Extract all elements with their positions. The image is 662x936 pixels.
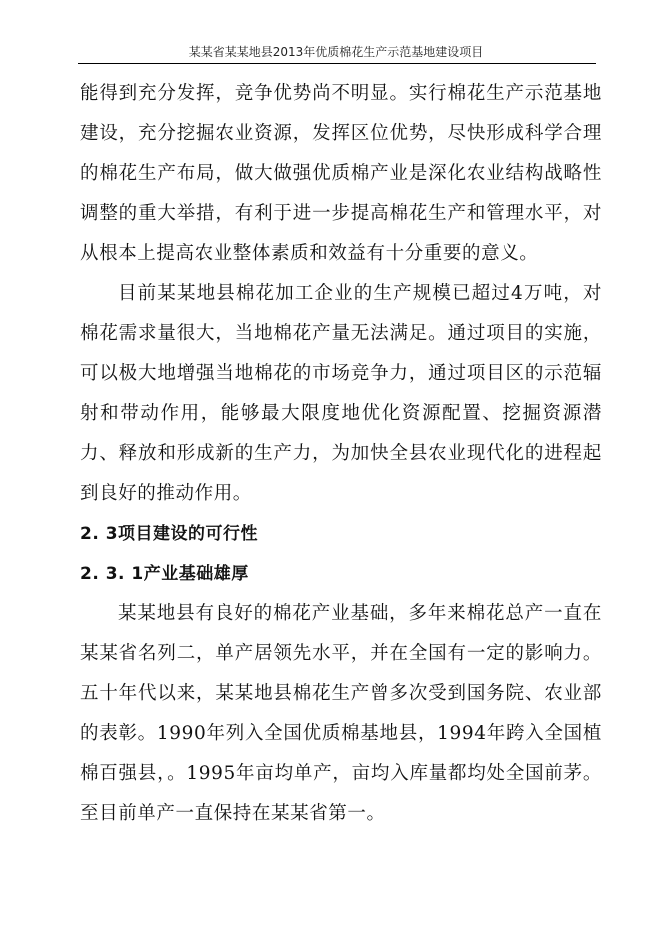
document-body bbox=[80, 74, 602, 834]
body-paragraph: 某某地县有良好的棉花产业基础，多年来棉花总产一直在某某省名列二，单产居领先水平，并在全国有一定的影响力。五十年代以来，某某地县棉花生产曾多次受到国务院、农业部的表彰。1990年列入全国优质棉基地县，1994年跨入全国植棉百强县，。1995年亩均单产，亩均入库量都均处全国前茅。至目前单产一直保持在某某省第一。 bbox=[80, 603, 602, 824]
body-paragraph: 能得到充分发挥，竞争优势尚不明显。实行棉花生产示范基地建设，充分挖掘农业资源，发挥区位优势，尽快形成科学合理的棉花生产布局，做大做强优质棉产业是深化农业结构战略性调整的重大举措，有利于进一步提高棉花生产和管理水平，对从根本上提高农业整体素质和效益有十分重要的意义。 bbox=[80, 83, 602, 264]
header-rule bbox=[78, 63, 596, 64]
body-paragraph: 目前某某地县棉花加工企业的生产规模已超过4万吨，对棉花需求量很大，当地棉花产量无法满足。通过项目的实施，可以极大地增强当地棉花的市场竞争力，通过项目区的示范辐射和带动作用，能够最大限度地优化资源配置、挖掘资源潜力、释放和形成新的生产力，为加快全县农业现代化的进程起到良好的推动作用。 bbox=[80, 283, 602, 504]
running-header: 某某省某某地县2013年优质棉花生产示范基地建设项目 bbox=[188, 45, 484, 59]
subsection-heading: 2. 3. 1产业基础雄厚 bbox=[80, 564, 249, 584]
section-heading: 2. 3项目建设的可行性 bbox=[80, 524, 259, 544]
